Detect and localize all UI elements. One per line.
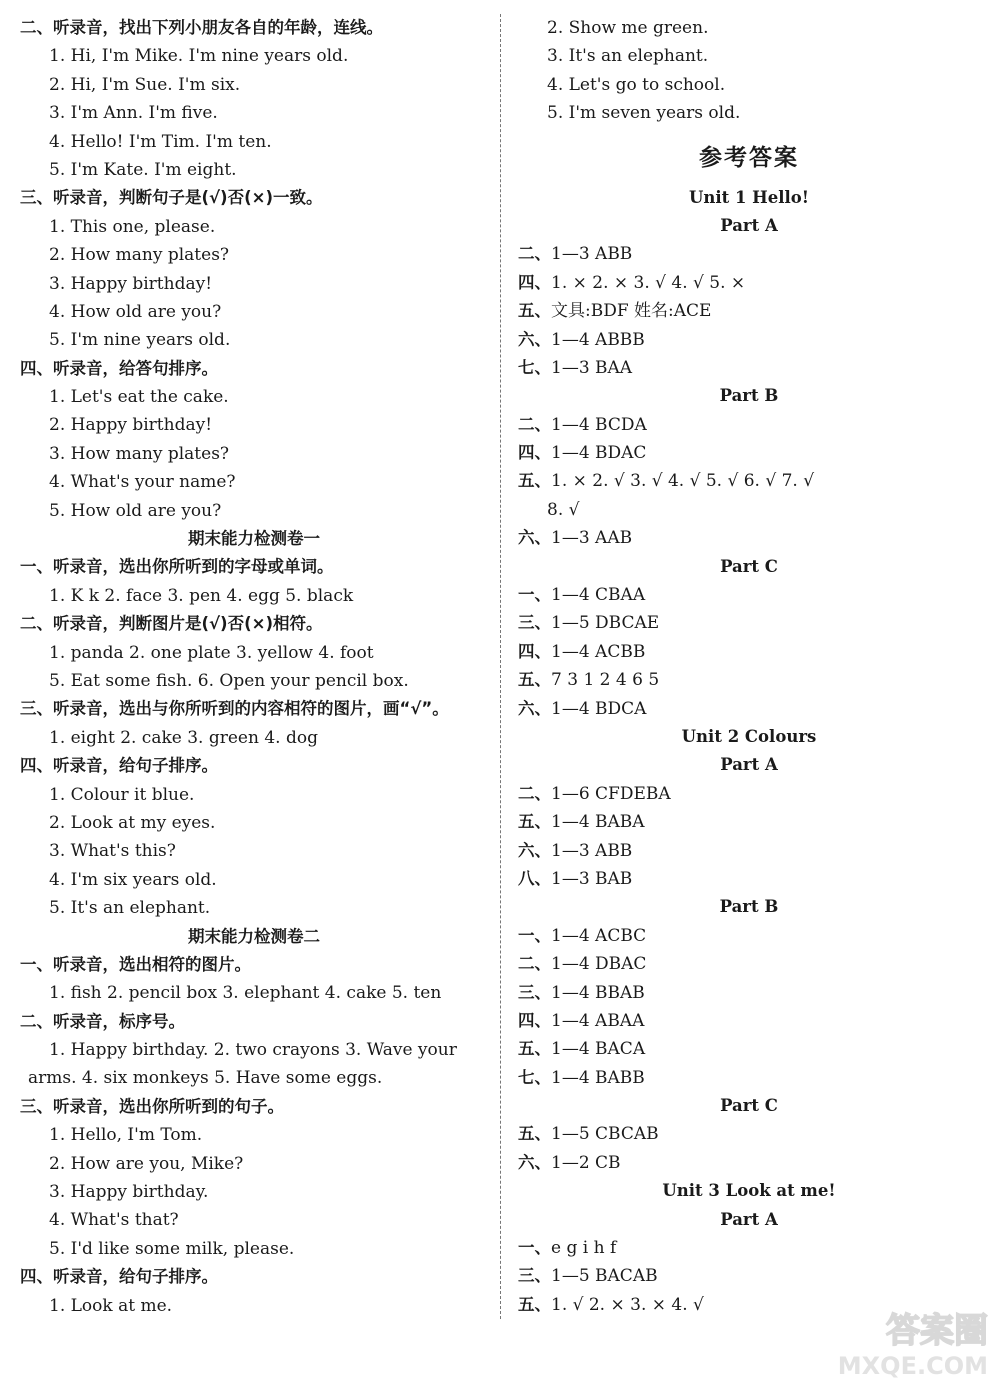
answer-label: 二、 [518, 954, 551, 974]
centered-title: Unit 2 Colours [681, 726, 817, 746]
watermark-top-text: 答案圈 [886, 1311, 988, 1351]
section-heading: 一、听录音，选出你所听到的字母或单词。 [20, 557, 334, 577]
answer-value: 1—3 BAA [551, 357, 633, 378]
column-divider [500, 14, 501, 1319]
section-heading: 二、听录音，判断图片是(√)否(×)相符。 [20, 614, 323, 634]
list-item: 4. Hello! I'm Tim. I'm ten. [49, 131, 272, 152]
answer-row [518, 1007, 980, 1035]
answer-row [518, 1064, 980, 1092]
list-item: 1. K k 2. face 3. pen 4. egg 5. black [49, 585, 354, 606]
right-column [518, 14, 980, 1319]
answer-row [518, 666, 980, 694]
section-heading: 二、听录音，标序号。 [20, 1011, 185, 1031]
answer-label: 五、 [518, 301, 551, 321]
list-item: 3. How many plates? [49, 443, 230, 464]
answer-row [518, 240, 980, 268]
answer-label: 五、 [518, 471, 551, 491]
centered-title: Unit 1 Hello! [688, 187, 810, 207]
answer-row [518, 950, 980, 978]
list-item: 1. Colour it blue. [49, 784, 195, 805]
answer-value: 1—5 CBCAB [551, 1124, 659, 1145]
answer-value: 1—6 CFDEBA [551, 783, 671, 804]
list-item: 1. This one, please. [49, 216, 216, 237]
list-item: 4. I'm six years old. [49, 869, 217, 890]
answer-value: 文具:BDF 姓名:ACE [551, 301, 712, 322]
list-item: 4. Let's go to school. [547, 74, 726, 95]
answer-value: 1—4 BABA [551, 812, 645, 833]
centered-title: Part A [720, 755, 778, 775]
answer-label: 一、 [518, 925, 551, 945]
list-item: 1. Look at me. [49, 1295, 173, 1316]
answer-row [518, 354, 980, 382]
section-heading: 二、听录音，找出下列小朋友各自的年龄，连线。 [20, 18, 383, 37]
list-item: 5. How old are you? [49, 500, 222, 521]
answer-row [518, 695, 980, 723]
list-item: 5. It's an elephant. [49, 898, 211, 919]
centered-title: Part B [719, 386, 779, 406]
answer-label: 二、 [518, 414, 551, 434]
answer-label: 三、 [518, 613, 551, 633]
list-item: 4. What's your name? [49, 472, 236, 493]
answer-value: 1—4 BBAB [551, 982, 645, 1003]
answer-label: 一、 [518, 585, 551, 605]
list-item: 3. I'm Ann. I'm five. [49, 103, 218, 124]
answer-value: 1—4 ACBB [551, 641, 646, 662]
list-item: 1. Hello, I'm Tom. [49, 1125, 203, 1146]
section-heading: 四、听录音，给答句排序。 [20, 358, 218, 378]
centered-title: Part A [720, 215, 778, 235]
left-column [20, 14, 488, 1320]
section-heading: 一、听录音，选出相符的图片。 [20, 954, 251, 974]
list-item: 1. Let's eat the cake. [49, 387, 229, 408]
answer-value: 1—2 CB [551, 1152, 621, 1173]
section-heading: 四、听录音，给句子排序。 [20, 756, 218, 776]
watermark-url-text: MXQE.COM [837, 1352, 988, 1380]
answer-row [518, 865, 980, 893]
answer-value: 1—4 BACA [551, 1039, 646, 1060]
answer-row [518, 269, 980, 297]
list-item: 2. How are you, Mike? [49, 1153, 244, 1174]
answer-value: 1—4 BDAC [551, 443, 647, 464]
answer-label: 五、 [518, 1039, 551, 1059]
section-heading: 三、听录音，选出你所听到的句子。 [20, 1096, 284, 1116]
answer-label: 六、 [518, 528, 551, 548]
answer-value: 1—4 ABAA [551, 1010, 645, 1031]
answer-row [518, 467, 980, 495]
watermark-logo [802, 1300, 992, 1380]
answer-label: 六、 [518, 329, 551, 349]
list-item: 3. It's an elephant. [547, 46, 709, 67]
answer-row [518, 638, 980, 666]
answer-row [518, 1262, 980, 1290]
answer-value: 1—4 CBAA [551, 585, 646, 606]
answer-value: 1—3 ABB [551, 244, 633, 265]
centered-title: Unit 3 Look at me! [662, 1181, 836, 1201]
list-item: 1. panda 2. one plate 3. yellow 4. foot [49, 642, 374, 663]
list-item: 3. Happy birthday. [49, 1182, 209, 1203]
answer-continuation: 8. √ [547, 499, 580, 520]
list-item: 5. I'm nine years old. [49, 330, 231, 351]
answer-label: 五、 [518, 1294, 551, 1314]
list-item: 3. Happy birthday! [49, 273, 213, 294]
list-item: 5. I'm seven years old. [547, 103, 741, 124]
answer-label: 七、 [518, 357, 551, 377]
answer-value: 1—4 BDCA [551, 698, 647, 719]
answer-label: 三、 [518, 1266, 551, 1286]
answer-label: 七、 [518, 1067, 551, 1087]
answer-value: 1—4 BABB [551, 1067, 645, 1088]
answer-label: 四、 [518, 443, 551, 463]
list-item: 5. I'd like some milk, please. [49, 1238, 295, 1259]
answer-label: 五、 [518, 670, 551, 690]
list-item: 2. Hi, I'm Sue. I'm six. [49, 74, 241, 95]
answer-row [518, 524, 980, 552]
answer-label: 一、 [518, 1238, 551, 1258]
section-heading: 三、听录音，判断句子是(√)否(×)一致。 [20, 188, 323, 208]
section-heading: 四、听录音，给句子排序。 [20, 1267, 218, 1287]
answer-label: 六、 [518, 1152, 551, 1172]
list-item-continuation: arms. 4. six monkeys 5. Have some eggs. [28, 1068, 383, 1089]
answer-row [518, 326, 980, 354]
list-item: 5. I'm Kate. I'm eight. [49, 159, 237, 180]
answer-label: 五、 [518, 1124, 551, 1144]
answer-value: 7 3 1 2 4 6 5 [551, 670, 660, 691]
answer-row [518, 581, 980, 609]
answer-value: 1. √ 2. × 3. × 4. √ [551, 1294, 704, 1315]
answer-value: 1—5 BACAB [551, 1266, 658, 1287]
answer-value: 1—4 ACBC [551, 925, 647, 946]
centered-title: Part B [719, 897, 779, 917]
answer-value: 1—4 DBAC [551, 954, 647, 975]
list-item: 1. Happy birthday. 2. two crayons 3. Wave your [49, 1040, 457, 1061]
answer-value: e g i h f [551, 1238, 617, 1259]
answer-value: 1. × 2. √ 3. √ 4. √ 5. √ 6. √ 7. √ [551, 471, 815, 492]
answer-row [518, 1234, 980, 1262]
answer-label: 三、 [518, 982, 551, 1002]
list-item: 1. fish 2. pencil box 3. elephant 4. cake 5. ten [49, 983, 442, 1004]
list-item: 4. What's that? [49, 1210, 179, 1231]
centered-title: 期末能力检测卷一 [188, 529, 320, 549]
answer-row [518, 808, 980, 836]
answer-row [518, 609, 980, 637]
answer-label: 四、 [518, 641, 551, 661]
answer-row [518, 439, 980, 467]
answer-label: 二、 [518, 244, 551, 264]
list-item: 2. Happy birthday! [49, 415, 213, 436]
answer-value: 1—4 BCDA [551, 414, 647, 435]
section-heading: 三、听录音，选出与你所听到的内容相符的图片，画“√”。 [20, 699, 449, 719]
answer-row [518, 979, 980, 1007]
answer-value: 1. × 2. × 3. √ 4. √ 5. × [551, 272, 746, 293]
answer-label: 二、 [518, 783, 551, 803]
answer-label: 四、 [518, 1010, 551, 1030]
answer-value: 1—5 DBCAE [551, 613, 660, 634]
answer-value: 1—3 ABB [551, 840, 633, 861]
answer-row [518, 780, 980, 808]
answer-label: 四、 [518, 272, 551, 292]
answer-row [518, 1035, 980, 1063]
answer-key-title: 参考答案 [699, 144, 799, 171]
answer-label: 八、 [518, 868, 551, 888]
list-item: 3. What's this? [49, 841, 176, 862]
answer-row [518, 297, 980, 325]
list-item: 1. eight 2. cake 3. green 4. dog [49, 727, 318, 748]
answer-value: 1—3 AAB [551, 528, 633, 549]
answer-label: 五、 [518, 812, 551, 832]
answer-label: 六、 [518, 698, 551, 718]
answer-label: 六、 [518, 840, 551, 860]
answer-row [518, 1120, 980, 1148]
answer-row [518, 837, 980, 865]
list-item: 2. Show me green. [547, 18, 709, 38]
answer-value: 1—4 ABBB [551, 329, 645, 350]
answer-value: 1—3 BAB [551, 868, 633, 889]
list-item: 2. Look at my eyes. [49, 812, 216, 833]
centered-title: 期末能力检测卷二 [188, 926, 320, 946]
centered-title: Part A [720, 1209, 778, 1229]
centered-title: Part C [720, 1096, 778, 1116]
list-item: 2. How many plates? [49, 245, 230, 266]
list-item: 5. Eat some fish. 6. Open your pencil box. [49, 670, 409, 691]
list-item: 1. Hi, I'm Mike. I'm nine years old. [49, 46, 349, 67]
centered-title: Part C [720, 556, 778, 576]
answer-row [518, 1149, 980, 1177]
answer-row [518, 411, 980, 439]
answer-row [518, 922, 980, 950]
list-item: 4. How old are you? [49, 301, 222, 322]
